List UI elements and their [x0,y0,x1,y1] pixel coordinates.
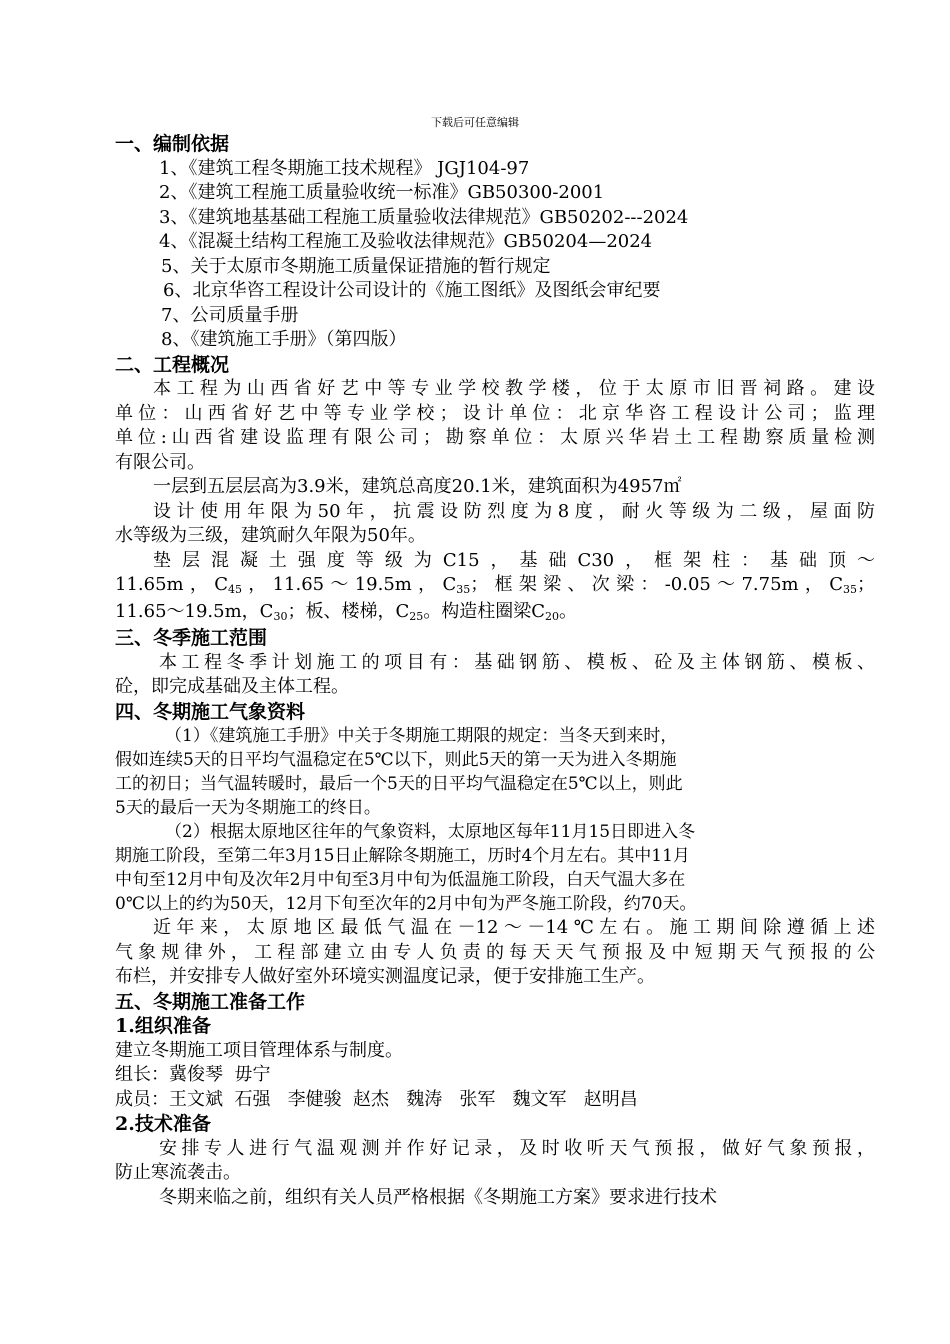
paragraph-line: 冬期来临之前，组织有关人员严格根据《冬期施工方案》要求进行技术 [159,1186,717,1208]
watermark-text: 下载后可任意编辑 [431,116,519,129]
paragraph-line: 单位：山西省好艺中等专业学校；设计单位：北京华咨工程设计公司；监理 [115,402,875,424]
reference-item: 3、《建筑地基基础工程施工质量验收法律规范》GB50202---2024 [159,206,689,228]
section-heading-overview: 二、工程概况 [115,353,230,376]
reference-item: 5、关于太原市冬期施工质量保证措施的暂行规定 [161,255,551,277]
paragraph-line: 近年来，太原地区最低气温在－12～－14℃左右。施工期间除遵循上述 [153,917,875,938]
paragraph-line: 安排专人进行气温观测并作好记录，及时收听天气预报，做好气象预报， [159,1137,875,1159]
paragraph-line: 设计使用年限为50年，抗震设防烈度为8度，耐火等级为二级，屋面防 [153,500,875,522]
paragraph-line: （2）根据太原地区往年的气象资料，太原地区每年11月15日即进入冬 [165,822,696,842]
paragraph-line: 砼，即完成基础及主体工程。 [115,676,349,697]
paragraph-line: 期施工阶段，至第二年3月15日止解除冬期施工，历时4个月左右。其中11月 [115,846,690,866]
paragraph-line: 垫层混凝土强度等级为C15，基础C30，框架柱：基础顶～ [153,549,875,571]
section-heading-scope: 三、冬季施工范围 [115,627,268,649]
reference-item: 4、《混凝土结构工程施工及验收法律规范》GB50204—2024 [159,231,653,252]
paragraph-line: 工的初日；当气温转暖时，最后一个5天的日平均气温稳定在5℃以上，则此 [115,774,683,794]
paragraph-line: 建立冬期施工项目管理体系与制度。 [115,1039,403,1061]
paragraph-line: 11.65m，$C_{45}$，11.65～19.5m，$C_{35}$；框架梁、次梁：-0.05～7.75m，$C_{35}$； [115,574,875,596]
document-body [115,132,875,1210]
paragraph-line: 有限公司。 [115,451,205,473]
section-heading-basis: 一、编制依据 [115,133,230,155]
paragraph-line: 布栏，并安排专人做好室外环境实测温度记录，便于安排施工生产。 [115,966,655,987]
subsection-heading-technical: 2.技术准备 [115,1113,211,1135]
paragraph-line: 中旬至12月中旬及次年2月中旬至3月中旬为低温施工阶段，白天气温大多在 [115,870,686,890]
reference-item: 8、《建筑施工手册》（第四版） [161,329,407,350]
paragraph-line: 防止寒流袭击。 [115,1162,241,1183]
paragraph-line: 11.65～19.5m，$C_{30}$；板、楼梯，$C_{25}$。构造柱圈梁$C_{20}$。 [115,600,578,623]
reference-item: 2、《建筑工程施工质量验收统一标准》GB50300-2001 [159,182,605,203]
paragraph-line: 单位:山西省建设监理有限公司；勘察单位：太原兴华岩土工程勘察质量检测 [115,427,875,448]
paragraph-line: 本工程冬季计划施工的项目有：基础钢筋、模板、砼及主体钢筋、模板、 [159,651,875,673]
team-members-line: 成员：王文斌 石强 李健骏 赵杰 魏涛 张军 魏文军 赵明昌 [115,1088,638,1110]
team-leader-line: 组长：冀俊琴 毋宁 [115,1064,271,1085]
paragraph-line: 假如连续5天的日平均气温稳定在5℃以下，则此5天的第一天为进入冬期施 [115,750,677,770]
reference-item: 6、北京华咨工程设计公司设计的《施工图纸》及图纸会审纪要 [163,280,661,301]
section-heading-preparation: 五、冬期施工准备工作 [115,990,306,1013]
paragraph-line: 水等级为三级，建筑耐久年限为50年。 [115,525,426,546]
paragraph-line: 气象规律外，工程部建立由专人负责的每天天气预报及中短期天气预报的公 [115,941,875,963]
subsection-heading-organization: 1.组织准备 [115,1015,211,1037]
paragraph-line: 5天的最后一天为冬期施工的终日。 [115,798,381,818]
paragraph-line: 一层到五层层高为3.9米，建筑总高度20.1米，建筑面积为4957㎡ [153,476,682,497]
reference-item: 7、公司质量手册 [161,304,299,326]
paragraph-line: 0℃以上的约为50天，12月下旬至次年的2月中旬为严冬施工阶段，约70天。 [115,894,697,914]
paragraph-line: （1）《建筑施工手册》中关于冬期施工期限的规定：当冬天到来时， [165,726,678,746]
paragraph-line: 本工程为山西省好艺中等专业学校教学楼，位于太原市旧晋祠路。建设 [153,378,875,399]
section-heading-weather: 四、冬期施工气象资料 [115,700,306,723]
reference-item: 1、《建筑工程冬期施工技术规程》 JGJ104-97 [159,157,530,179]
